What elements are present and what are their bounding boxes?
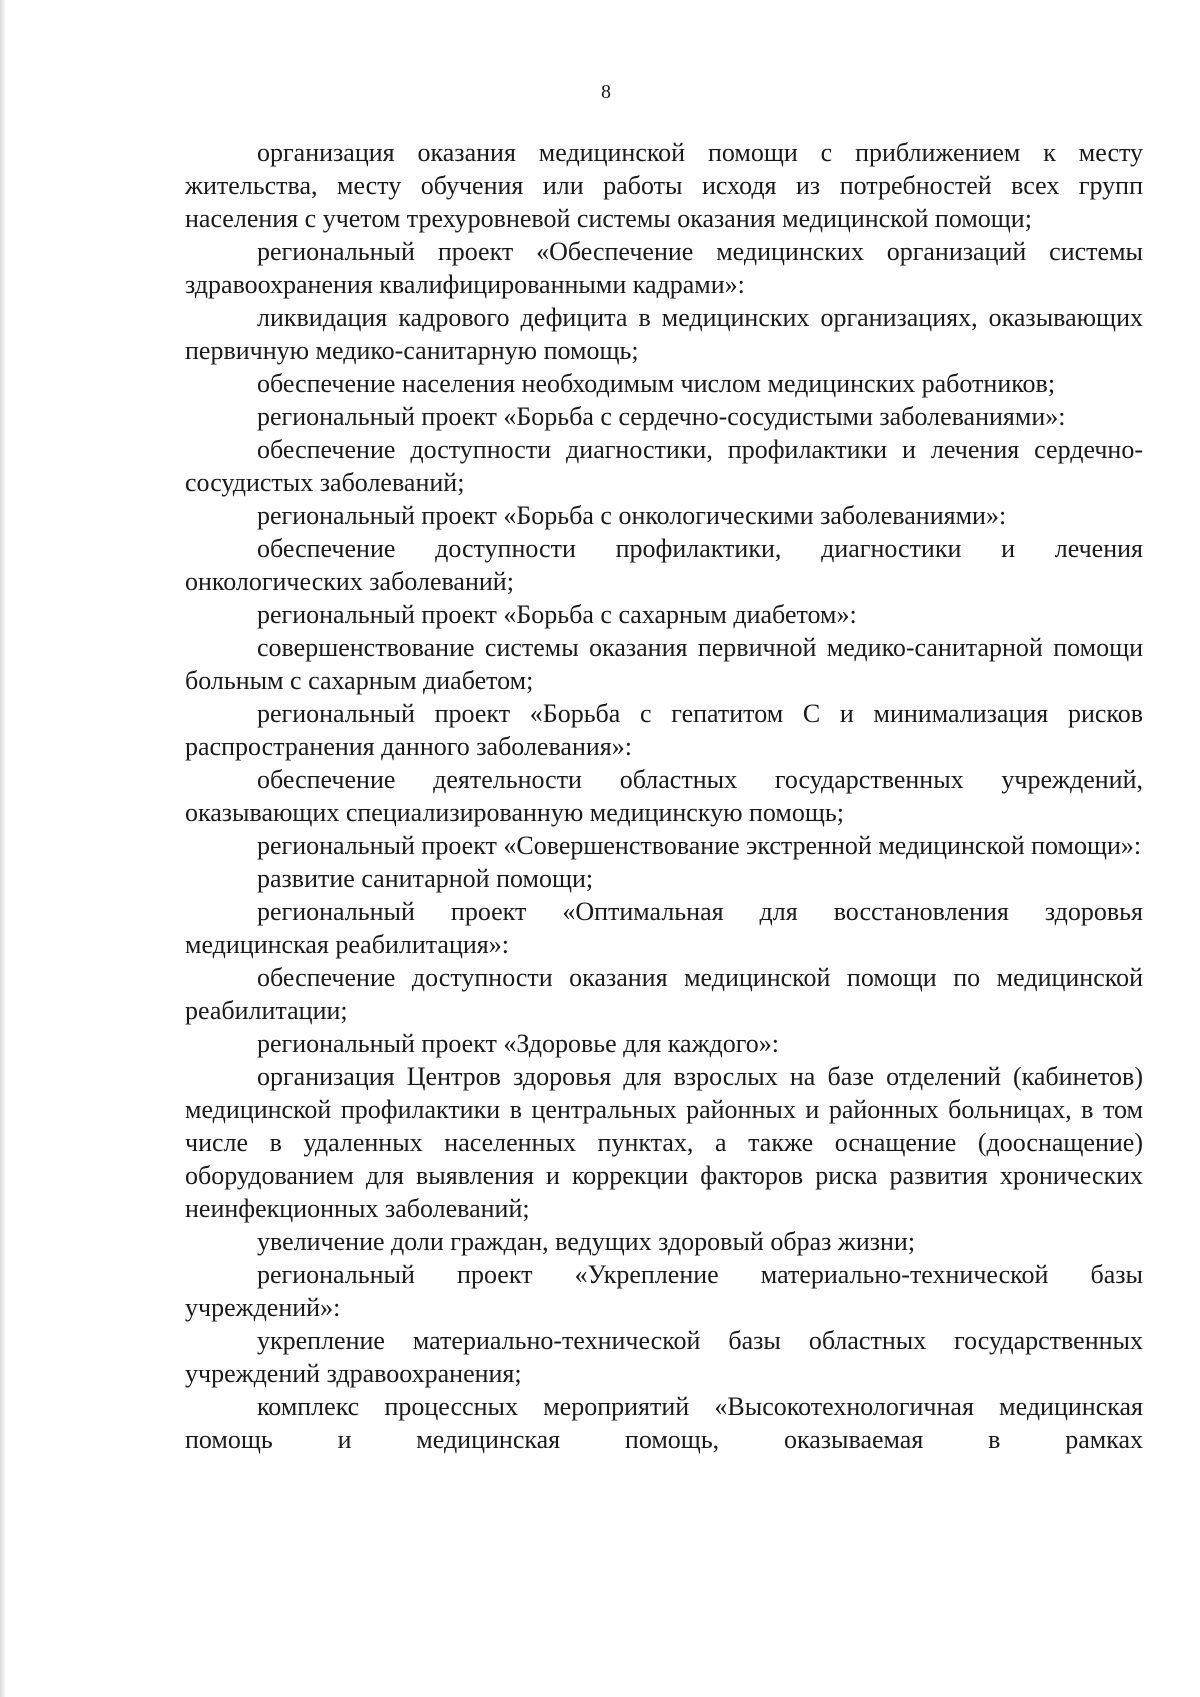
paragraph: региональный проект «Борьба с гепатитом С и минимализация рисков распространения данного заболевания»: [185,699,1143,761]
paragraph: обеспечение доступности профилактики, диагностики и лечения онкологических заболеваний; [185,534,1143,596]
page-number: 8 [601,81,611,103]
paragraph: совершенствование системы оказания первичной медико-санитарной помощи больным с сахарным диабетом; [185,633,1143,695]
paragraph: региональный проект «Совершенствование экстренной медицинской помощи»: [257,831,1142,860]
paragraph: обеспечение доступности оказания медицинской помощи по медицинской реабилитации; [185,963,1143,1025]
paragraph: организация оказания медицинской помощи с приближением к месту жительства, месту обучения или работы исходя из потребностей всех групп населения с учетом трехуровневой системы оказания медицинской помощи; [185,138,1143,233]
paragraph: обеспечение населения необходимым числом медицинских работников; [257,369,1056,398]
paragraph: региональный проект «Борьба с онкологическими заболеваниями»: [257,501,1007,530]
paragraph: обеспечение доступности диагностики, профилактики и лечения сердечно-сосудистых заболеваний; [185,435,1143,497]
paragraph: обеспечение деятельности областных государственных учреждений, оказывающих специализированную медицинскую помощь; [185,765,1143,827]
paragraph: региональный проект «Борьба с сахарным диабетом»: [257,600,857,629]
paragraph: укрепление материально-технической базы областных государственных учреждений здравоохранения; [185,1326,1143,1388]
paragraph: увеличение доли граждан, ведущих здоровый образ жизни; [257,1227,916,1256]
paragraph: региональный проект «Здоровье для каждого»: [257,1029,780,1058]
paragraph: региональный проект «Обеспечение медицинских организаций системы здравоохранения квалифицированными кадрами»: [185,237,1143,299]
paragraph: развитие санитарной помощи; [257,864,594,893]
scan-edge-shadow [0,0,6,1697]
paragraph: организация Центров здоровья для взрослых на базе отделений (кабинетов) медицинской профилактики в центральных районных и районных больницах, в том числе в удаленных населенных пунктах, а также оснащение (дооснащение) оборудованием для выявления и коррекции факторов риска развития хронических неинфекционных заболеваний; [185,1062,1143,1223]
paragraph: ликвидация кадрового дефицита в медицинских организациях, оказывающих первичную медико-санитарную помощь; [185,303,1143,365]
paragraph: комплекс процессных мероприятий «Высокотехнологичная медицинская помощь и медицинская помощь, оказываемая в рамках [185,1392,1143,1454]
paragraph: региональный проект «Борьба с сердечно-сосудистыми заболеваниями»: [257,402,1066,431]
paragraph: региональный проект «Укрепление материально-технической базы учреждений»: [185,1260,1143,1322]
body-text [185,136,1143,1456]
paragraph: региональный проект «Оптимальная для восстановления здоровья медицинская реабилитация»: [185,897,1143,959]
